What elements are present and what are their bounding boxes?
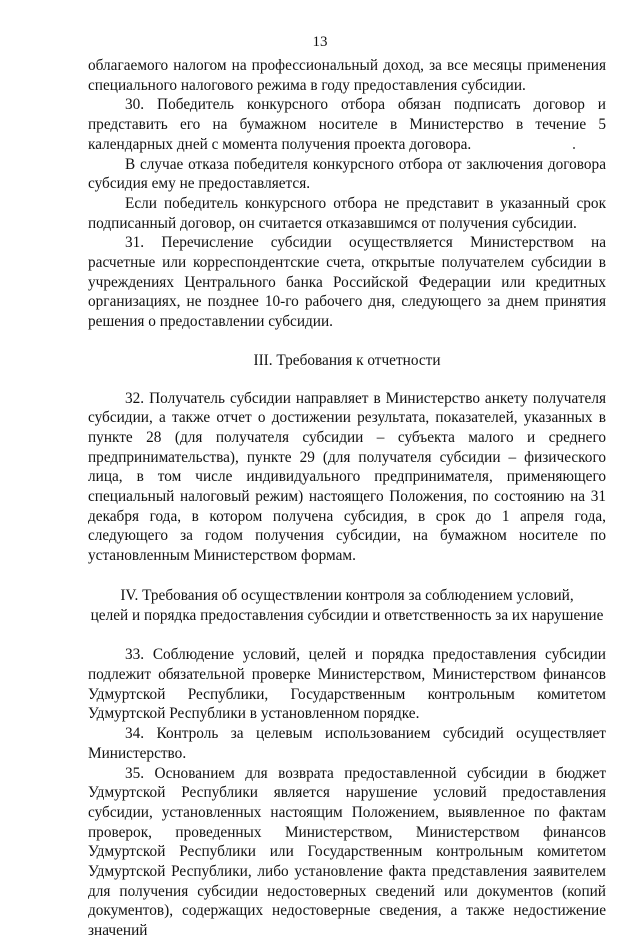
paragraph-30: 30. Победитель конкурсного отбора обязан подписать договор и представить его на бумажном носителе в Министерство в течение 5 календарных дней с момента получения проекта договора.	[88, 96, 606, 153]
paragraph-33: 33. Соблюдение условий, целей и порядка предоставления субсидии подлежит обязательной проверке Министерством, Министерством финансов Удмуртской Республики, Государственным контрольным комитетом Удмуртской Республики в установленном порядке.	[88, 646, 606, 723]
section-4-heading-line-2: целей и порядка предоставления субсидии и ответственность за их нарушение	[90, 606, 604, 624]
paragraph-34: 34. Контроль за целевым использованием субсидий осуществляет Министерство.	[88, 725, 606, 762]
paragraph-31: 31. Перечисление субсидии осуществляется Министерством на расчетные или корреспондентские счета, открытые получателем субсидии в учреждениях Центрального банка Российской Федерации или кредитных организациях, не позднее 10-го рабочего дня, следующего за днем принятия решения о предоставлении субсидии.	[88, 234, 606, 331]
page-number: 13	[312, 34, 328, 50]
paragraph-32: 32. Получатель субсидии направляет в Министерство анкету получателя субсидии, а также отчет о достижении результата, показателей, указанных в пункте 28 (для получателя субсидии – субъекта малого и среднего предпринимательства), пункте 29 (для получателя субсидии – физического лица, в том числе индивидуального предпринимателя, применяющего специальный налоговый режим) настоящего Положения, по состоянию на 31 декабря года, в котором получена субсидия, в срок до 1 апреля года, следующего за годом получения субсидии, на бумажном носителе по установленным Министерством формам.	[88, 389, 606, 565]
document-body	[88, 56, 606, 941]
paragraph-continuation: облагаемого налогом на профессиональный доход, за все месяцы применения специального налогового режима в году предоставления субсидии.	[88, 57, 606, 94]
paragraph-35: 35. Основанием для возврата предоставленной субсидии в бюджет Удмуртской Республики является нарушение условий предоставления субсидии, установленных настоящим Положением, выявленное по фактам проверок, проведенных Министерством, Министерством финансов Удмуртской Республики или Государственным контрольным комитетом Удмуртской Республики, либо установление факта представления заявителем для получения субсидии недостоверных сведений или документов (копий документов), содержащих недостоверные сведения, а также недостижение значений	[88, 764, 606, 940]
section-4-heading-line-1: IV. Требования об осуществлении контроля за соблюдением условий,	[120, 586, 574, 604]
section-3-heading: III. Требования к отчетности	[253, 351, 441, 369]
paragraph-30-deadline: Если победитель конкурсного отбора не представит в указанный срок подписанный договор, он считается отказавшимся от получения субсидии.	[88, 194, 606, 232]
paragraph-30-refusal: В случае отказа победителя конкурсного отбора от заключения договора субсидия ему не предоставляется.	[88, 155, 606, 193]
